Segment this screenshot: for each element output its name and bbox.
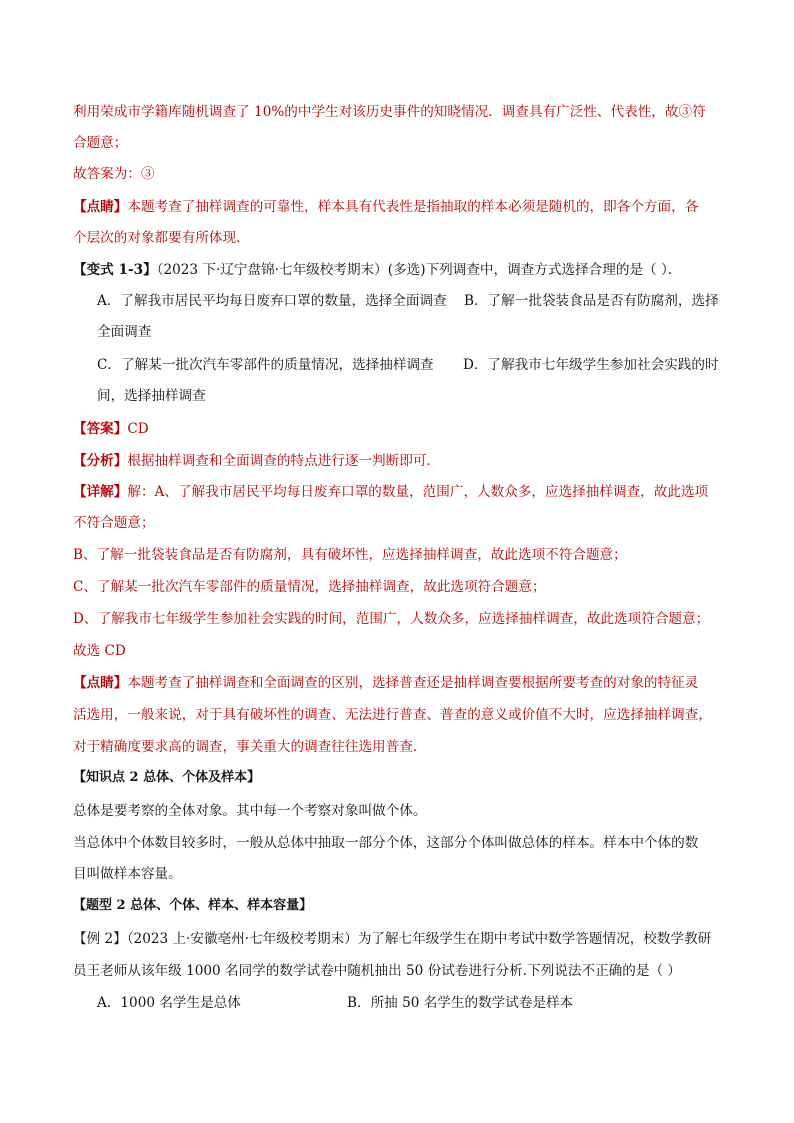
- detail-tag: 【详解】: [73, 484, 128, 500]
- answer-line: [73, 419, 149, 439]
- prev-solution-line2: 合题意；: [73, 135, 128, 151]
- comment1-line1: [73, 197, 698, 217]
- example-option-b: B．所抽 50 名学生的数学试卷是样本: [347, 995, 574, 1011]
- comment2-line1: [73, 673, 698, 693]
- analysis-line: [73, 451, 440, 471]
- detail-final: 故选 CD: [73, 643, 126, 659]
- option-b-cont: 全面调查: [97, 324, 152, 340]
- detail-d: D、了解我市七年级学生参加社会实践的时间，范围广，人数众多，应选择抽样调查，故此选项符合题意；: [73, 611, 710, 627]
- comment2-text1: 本题考查了抽样调查和全面调查的区别，选择普查还是抽样调查要根据所要考查的对象的特征灵: [127, 675, 699, 691]
- answer-text: CD: [127, 421, 149, 437]
- example-options: [97, 993, 574, 1013]
- comment2-line3: 对于精确度要求高的调查，事关重大的调查往往选用普查．: [73, 739, 427, 755]
- example-option-a: A．1000 名学生是总体: [97, 995, 241, 1011]
- knowledge-heading: 【知识点 2 总体、个体及样本】: [73, 770, 261, 785]
- option-a: A．了解我市居民平均每日废弃口罩的数量，选择全面调查: [97, 293, 447, 309]
- option-d: D．了解我市七年级学生参加社会实践的时: [463, 357, 719, 373]
- knowledge-p1: 总体是要考察的全体对象。其中每一个考察对象叫做个体。: [73, 803, 427, 819]
- option-b: B．了解一批袋装食品是否有防腐剂，选择: [464, 293, 719, 309]
- prev-solution-answer: 故答案为：③: [73, 166, 155, 182]
- prev-solution-line1: 利用荣成市学籍库随机调查了 10%的中学生对该历史事件的知晓情况．调查具有广泛性、代表性，故③符: [73, 104, 706, 120]
- variant-tag: 【变式 1-3】: [73, 262, 157, 278]
- variant-question: [73, 260, 681, 280]
- type-heading: 【题型 2 总体、个体、样本、样本容量】: [73, 898, 313, 913]
- answer-tag: 【答案】: [73, 421, 128, 437]
- detail-b: B、了解一批袋装食品是否有防腐剂，具有破坏性，应选择抽样调查，故此选项不符合题意；: [73, 547, 627, 563]
- variant-text: （2023 下·辽宁盘锦·七年级校考期末）(多选)下列调查中，调查方式选择合理的是（ ）．: [156, 262, 682, 278]
- comment2-line2: 活选用，一般来说，对于具有破坏性的调查、无法进行普查、普查的意义或价值不大时，应选择抽样调查，: [73, 707, 712, 723]
- detail-c: C、了解某一批次汽车零部件的质量情况，选择抽样调查，故此选项符合题意；: [73, 579, 546, 595]
- comment1-line2: 个层次的对象都要有所体现．: [73, 230, 250, 246]
- comment-text: 本题考查了抽样调查的可靠性，样本具有代表性是指抽取的样本必须是随机的，即各个方面，各: [127, 199, 699, 215]
- variant-options-ab: [97, 291, 719, 311]
- detail-a1: 解：A、了解我市居民平均每日废弃口罩的数量，范围广，人数众多，应选择抽样调查，故此选项: [127, 484, 709, 500]
- example-line2: 员王老师从该年级 1000 名同学的数学试卷中随机抽出 50 份试卷进行分析.下列说法不正确的是（ ）: [73, 963, 681, 979]
- analysis-tag: 【分析】: [73, 453, 128, 469]
- option-d-cont: 间，选择抽样调查: [97, 388, 206, 404]
- knowledge-p2a: 当总体中个体数目较多时，一般从总体中抽取一部分个体，这部分个体叫做总体的样本。样本中个体的数: [73, 835, 699, 851]
- variant-options-cd: [97, 355, 719, 375]
- example-line1: 【例 2】（2023 上·安徽亳州·七年级校考期末）为了解七年级学生在期中考试中数学答题情况，校数学教研: [73, 931, 712, 947]
- comment-tag: 【点睛】: [73, 199, 128, 215]
- option-c: C．了解某一批次汽车零部件的质量情况，选择抽样调查: [97, 357, 434, 373]
- analysis-text: 根据抽样调查和全面调查的特点进行逐一判断即可．: [127, 453, 441, 469]
- detail-a2: 不符合题意；: [73, 515, 155, 531]
- detail-line1: [73, 482, 708, 502]
- comment2-tag: 【点睛】: [73, 675, 128, 691]
- knowledge-p2b: 目叫做样本容量。: [73, 866, 182, 882]
